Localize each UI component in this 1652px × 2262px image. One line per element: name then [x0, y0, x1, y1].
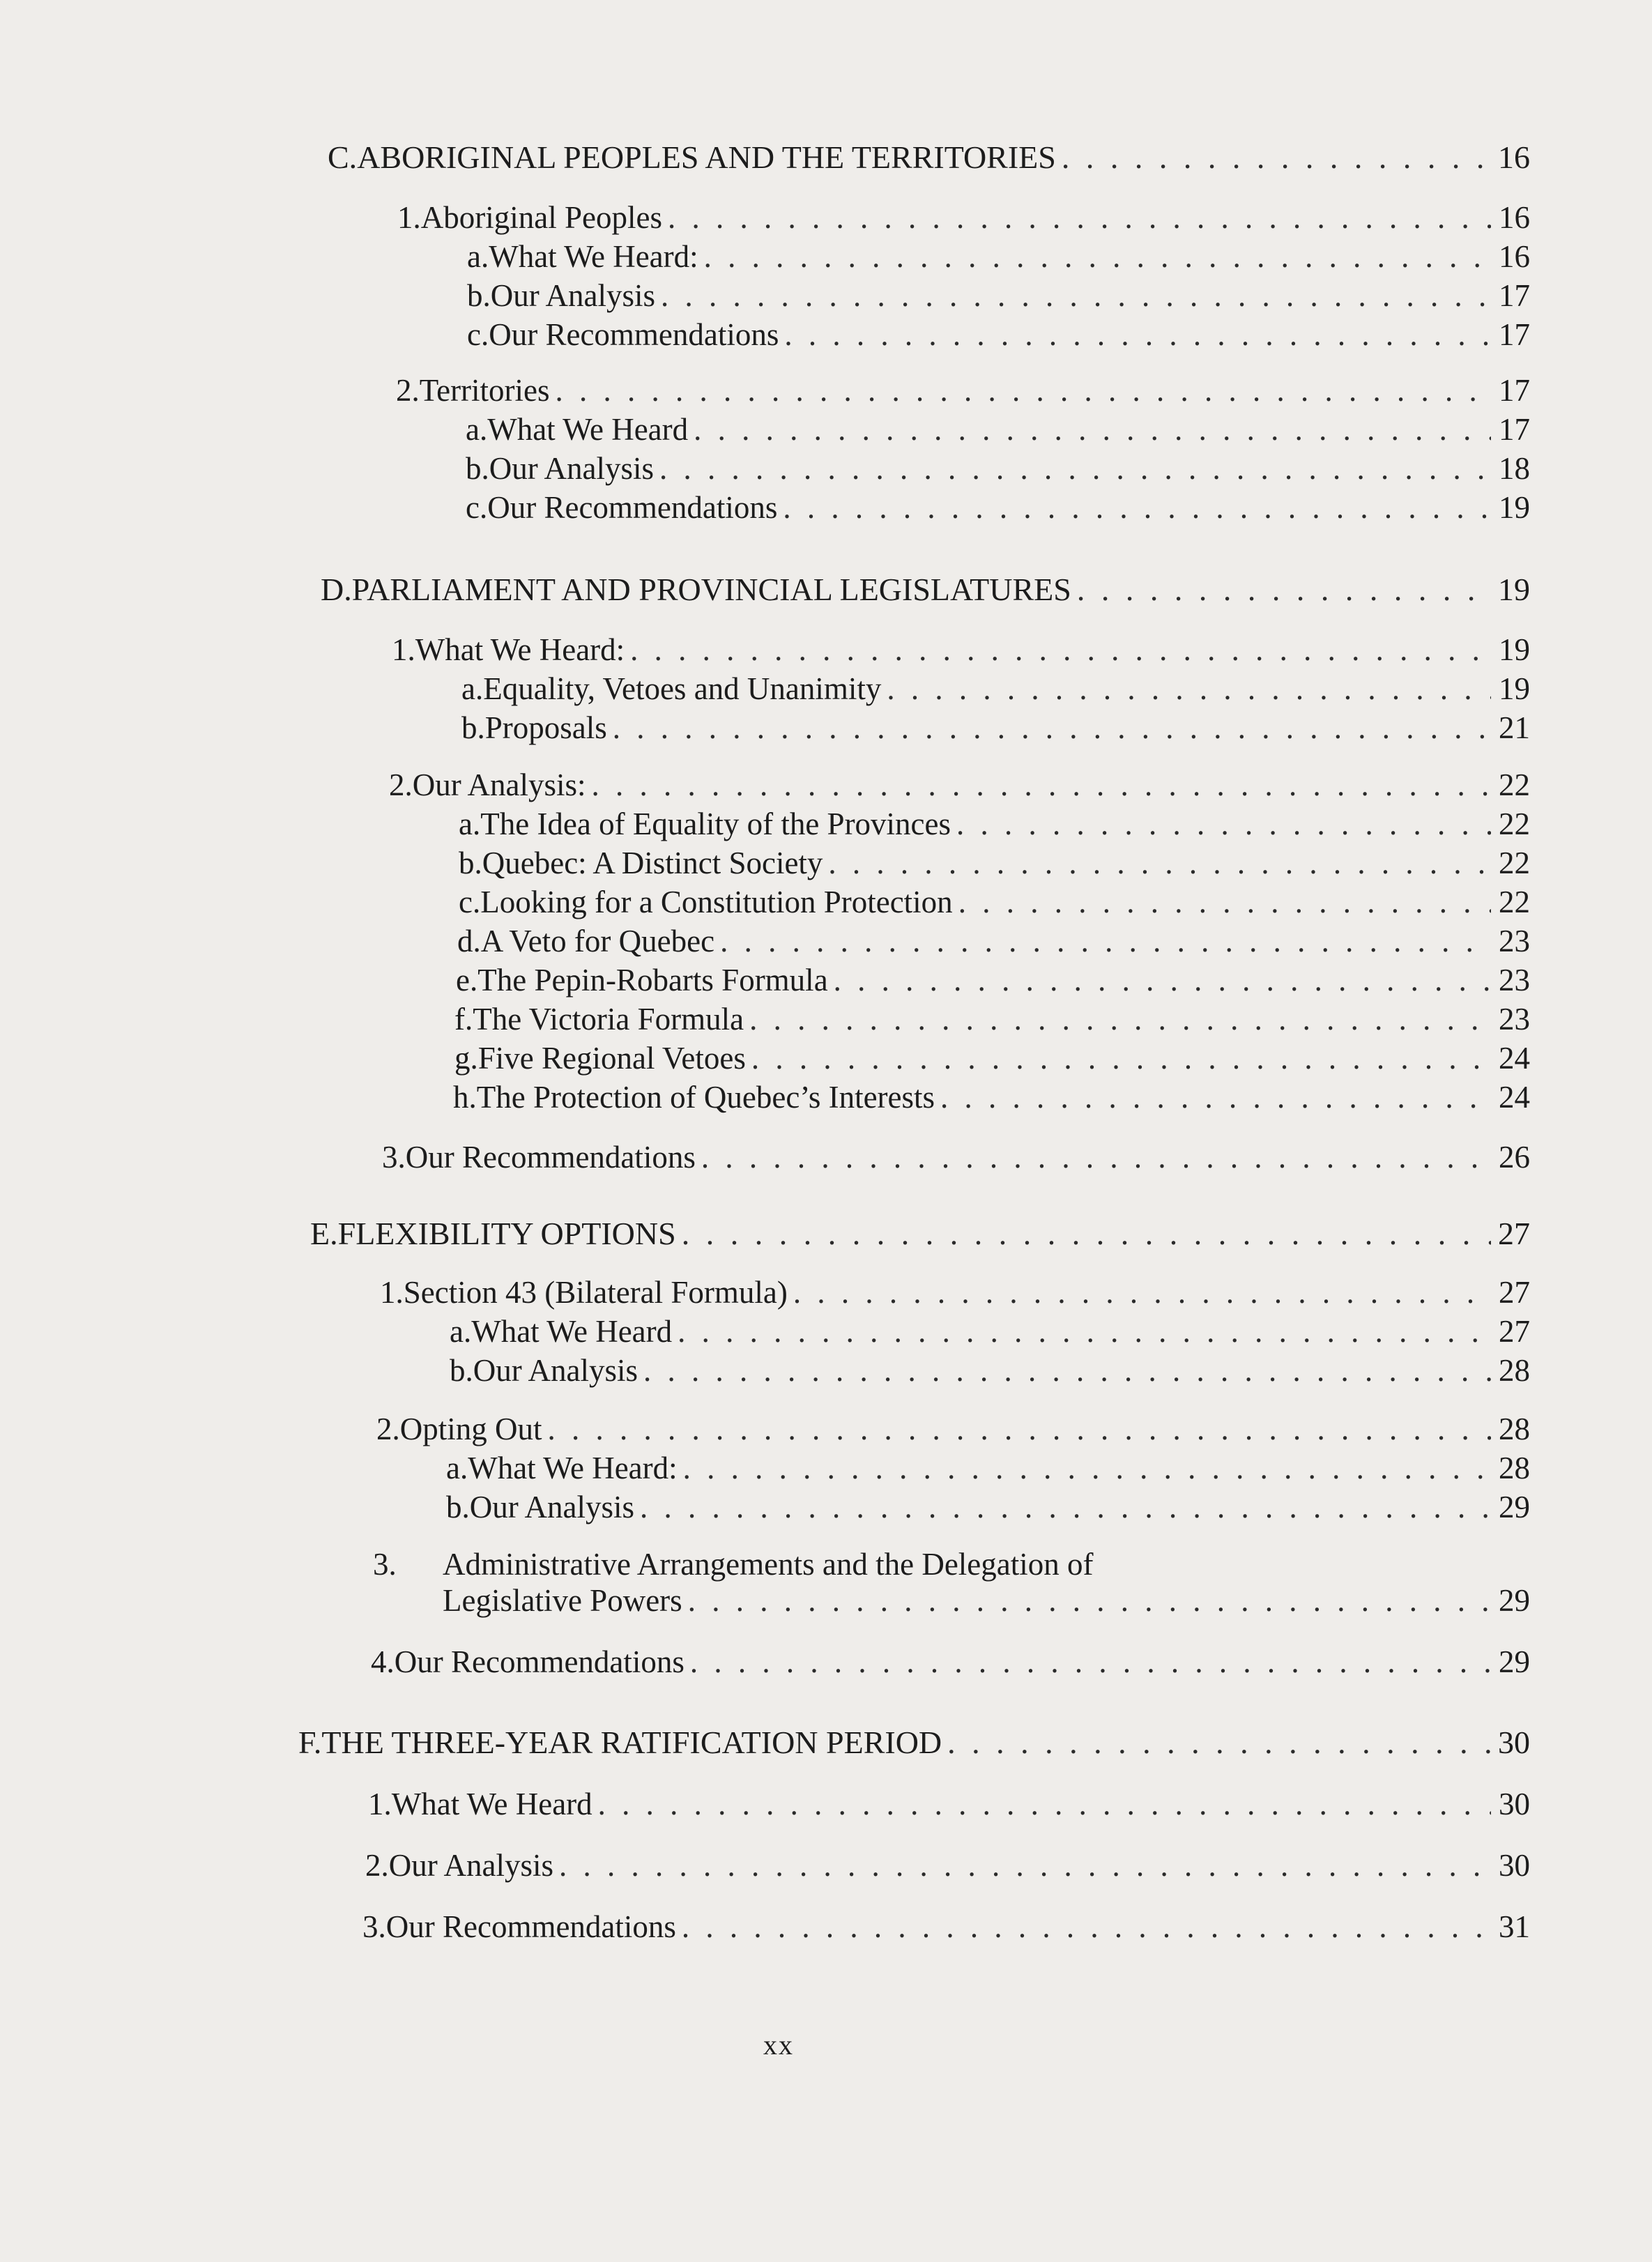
page-footer-number: xx: [763, 2029, 794, 2061]
leader-dots: [682, 1216, 1491, 1252]
page-number: 31: [1499, 1909, 1530, 1944]
leader-dots: [783, 489, 1491, 526]
subitem-title: Our Analysis: [490, 278, 655, 313]
leader-dots: [958, 884, 1491, 920]
leader-dots: [1077, 572, 1491, 608]
page-number: 23: [1499, 924, 1530, 958]
page-number: 24: [1499, 1041, 1530, 1076]
leader-dots: [659, 450, 1491, 487]
leader-dots: [683, 1450, 1491, 1486]
page-number: 19: [1499, 632, 1530, 667]
toc-subitem: [454, 1040, 1530, 1076]
toc-subitem: [467, 277, 1530, 314]
leader-dots: [559, 1847, 1491, 1883]
subitem-letter: a.: [450, 1314, 472, 1349]
page-number: 17: [1499, 317, 1530, 352]
leader-dots: [947, 1725, 1491, 1761]
page-number: 19: [1499, 490, 1530, 525]
leader-dots: [678, 1313, 1491, 1350]
subitem-letter: c.: [467, 317, 489, 352]
toc-subitem: [459, 884, 1530, 920]
page-number: 27: [1499, 1275, 1530, 1310]
leader-dots: [688, 1582, 1491, 1619]
leader-dots: [784, 316, 1491, 353]
subitem-letter: a.: [459, 807, 481, 841]
toc-item: [371, 1644, 1530, 1680]
item-number: 2.: [365, 1848, 389, 1883]
item-number: 3.: [362, 1909, 386, 1944]
item-title-continued: Legislative Powers: [443, 1583, 682, 1618]
leader-dots: [720, 923, 1491, 959]
section-title: THE THREE-YEAR RATIFICATION PERIOD: [321, 1725, 942, 1760]
toc-item: [376, 1411, 1530, 1447]
toc-item: [380, 1274, 1530, 1310]
section-letter: C.: [328, 139, 358, 175]
subitem-title: The Protection of Quebec’s Interests: [476, 1080, 935, 1115]
leader-dots: [640, 1489, 1491, 1525]
item-number: 4.: [371, 1644, 395, 1679]
toc-subitem: [453, 1079, 1530, 1115]
page-number: 28: [1499, 1451, 1530, 1485]
subitem-title: What We Heard:: [489, 239, 698, 274]
toc-subitem: [459, 806, 1530, 842]
toc-subitem: [466, 450, 1530, 487]
leader-dots: [548, 1411, 1491, 1447]
subitem-letter: c.: [466, 490, 488, 525]
page-number: 18: [1499, 451, 1530, 486]
page-number: 29: [1499, 1644, 1530, 1679]
section-title: PARLIAMENT AND PROVINCIAL LEGISLATURES: [351, 572, 1071, 607]
item-number: 3.: [373, 1547, 397, 1582]
section-letter: D.: [321, 572, 352, 607]
toc-item: [365, 1847, 1530, 1883]
page-number: 28: [1499, 1412, 1530, 1446]
item-title: What We Heard: [391, 1787, 592, 1821]
page-number: 19: [1498, 572, 1530, 607]
section-title: FLEXIBILITY OPTIONS: [337, 1216, 676, 1251]
toc-item: [373, 1546, 1530, 1582]
toc-subitem: [446, 1450, 1530, 1486]
toc-item: [362, 1909, 1530, 1945]
page-number: 26: [1499, 1140, 1530, 1175]
page-number: 30: [1499, 1787, 1530, 1821]
toc-section-c: [328, 139, 1530, 176]
subitem-title: The Idea of Equality of the Provinces: [480, 807, 951, 841]
item-title: Territories: [419, 373, 550, 408]
subitem-title: What We Heard: [487, 412, 689, 447]
item-title: Our Analysis:: [412, 767, 586, 802]
toc-subitem: [459, 845, 1530, 881]
toc-item: [396, 372, 1530, 408]
toc-subitem: [446, 1489, 1530, 1525]
toc-subitem: [456, 962, 1530, 998]
item-number: 3.: [382, 1140, 406, 1175]
subitem-letter: b.: [459, 846, 482, 880]
item-number: 2.: [376, 1412, 400, 1446]
page-number: 29: [1499, 1583, 1530, 1618]
leader-dots: [592, 767, 1491, 803]
leader-dots: [1062, 139, 1491, 176]
toc-item: [382, 1139, 1530, 1175]
page-number: 17: [1499, 412, 1530, 447]
item-number: 1.: [392, 632, 415, 667]
subitem-letter: e.: [456, 963, 478, 998]
toc-subitem: [457, 923, 1530, 959]
item-title: Our Recommendations: [405, 1140, 696, 1175]
item-title: Our Recommendations: [385, 1909, 676, 1944]
page-number: 22: [1499, 767, 1530, 802]
subitem-title: Five Regional Vetoes: [477, 1041, 746, 1076]
leader-dots: [556, 372, 1491, 408]
page-number: 22: [1499, 846, 1530, 880]
page-number: 29: [1499, 1490, 1530, 1524]
toc-item: [389, 767, 1530, 803]
subitem-title: Our Analysis: [473, 1353, 638, 1388]
leader-dots: [940, 1079, 1491, 1115]
leader-dots: [643, 1352, 1491, 1389]
leader-dots: [793, 1274, 1491, 1310]
subitem-letter: g.: [454, 1041, 478, 1076]
subitem-letter: a.: [466, 412, 488, 447]
page-number: 16: [1499, 239, 1530, 274]
leader-dots: [613, 710, 1491, 746]
leader-dots: [701, 1139, 1491, 1175]
toc-subitem: [467, 238, 1530, 275]
leader-dots: [956, 806, 1491, 842]
toc-subitem: [461, 710, 1530, 746]
page-number: 27: [1499, 1314, 1530, 1349]
subitem-letter: a.: [467, 239, 489, 274]
toc-subitem: [461, 671, 1530, 707]
leader-dots: [682, 1909, 1491, 1945]
leader-dots: [828, 845, 1491, 881]
toc-subitem: [450, 1313, 1530, 1350]
toc-subitem: [466, 489, 1530, 526]
leader-dots: [887, 671, 1491, 707]
subitem-letter: d.: [457, 924, 481, 958]
item-number: 1.: [397, 200, 421, 235]
page-number: 16: [1499, 200, 1530, 235]
subitem-title: A Veto for Quebec: [480, 924, 715, 958]
subitem-letter: b.: [466, 451, 489, 486]
subitem-letter: b.: [467, 278, 491, 313]
leader-dots: [690, 1644, 1491, 1680]
section-title: ABORIGINAL PEOPLES AND THE TERRITORIES: [357, 139, 1056, 175]
item-title: Our Analysis: [388, 1848, 553, 1883]
item-number: 2.: [396, 373, 420, 408]
item-title: Section 43 (Bilateral Formula): [403, 1275, 788, 1310]
toc-subitem: [450, 1352, 1530, 1389]
toc-item: [368, 1786, 1530, 1822]
item-number: 2.: [389, 767, 413, 802]
subitem-letter: b.: [461, 710, 485, 745]
subitem-title: What We Heard:: [468, 1451, 678, 1485]
subitem-title: Equality, Vetoes and Unanimity: [483, 671, 882, 706]
leader-dots: [704, 238, 1491, 275]
subitem-letter: a.: [461, 671, 484, 706]
subitem-letter: b.: [446, 1490, 470, 1524]
section-letter: F.: [298, 1725, 322, 1760]
item-title: What We Heard:: [415, 632, 625, 667]
subitem-title: What We Heard: [471, 1314, 673, 1349]
subitem-letter: c.: [459, 885, 481, 919]
page-number: 24: [1499, 1080, 1530, 1115]
toc-item: [392, 632, 1530, 668]
subitem-letter: a.: [446, 1451, 468, 1485]
toc-subitem: [466, 411, 1530, 448]
page-number: 19: [1499, 671, 1530, 706]
item-title: Opting Out: [399, 1412, 542, 1446]
leader-dots: [598, 1786, 1491, 1822]
page-number: 30: [1499, 1848, 1530, 1883]
page-number: 16: [1498, 139, 1530, 175]
page-number: 21: [1499, 710, 1530, 745]
item-title: Administrative Arrangements and the Delegation of: [443, 1547, 1094, 1582]
toc-subitem: [467, 316, 1530, 353]
page-number: 22: [1499, 807, 1530, 841]
subitem-letter: b.: [450, 1353, 473, 1388]
leader-dots: [751, 1040, 1491, 1076]
subitem-title: Proposals: [484, 710, 607, 745]
toc-section-e: [310, 1216, 1530, 1252]
toc-section-f: [298, 1725, 1530, 1761]
item-number: 1.: [368, 1787, 392, 1821]
subitem-title: Our Recommendations: [487, 490, 778, 525]
subitem-letter: f.: [454, 1002, 473, 1037]
subitem-title: Our Analysis: [489, 451, 654, 486]
leader-dots: [668, 199, 1491, 236]
leader-dots: [630, 632, 1491, 668]
subitem-title: Our Analysis: [469, 1490, 634, 1524]
subitem-title: The Pepin-Robarts Formula: [477, 963, 828, 998]
page-number: 23: [1499, 963, 1530, 998]
item-title: Our Recommendations: [394, 1644, 684, 1679]
toc-item: [397, 199, 1530, 236]
page-number: 22: [1499, 885, 1530, 919]
toc-section-d: [321, 572, 1530, 608]
toc-item-continued: [443, 1582, 1530, 1619]
page-number: 23: [1499, 1002, 1530, 1037]
section-letter: E.: [310, 1216, 338, 1251]
toc-subitem: [454, 1001, 1530, 1037]
leader-dots: [661, 277, 1491, 314]
subitem-title: Looking for a Constitution Protection: [480, 885, 953, 919]
leader-dots: [834, 962, 1491, 998]
item-title: Aboriginal Peoples: [420, 200, 662, 235]
subitem-title: Quebec: A Distinct Society: [482, 846, 823, 880]
subitem-letter: h.: [453, 1080, 477, 1115]
page-number: 27: [1498, 1216, 1530, 1251]
subitem-title: Our Recommendations: [489, 317, 779, 352]
page-number: 30: [1498, 1725, 1530, 1760]
item-number: 1.: [380, 1275, 404, 1310]
page-number: 28: [1499, 1353, 1530, 1388]
leader-dots: [749, 1001, 1491, 1037]
page-number: 17: [1499, 278, 1530, 313]
leader-dots: [694, 411, 1491, 448]
page-number: 17: [1499, 373, 1530, 408]
subitem-title: The Victoria Formula: [473, 1002, 744, 1037]
